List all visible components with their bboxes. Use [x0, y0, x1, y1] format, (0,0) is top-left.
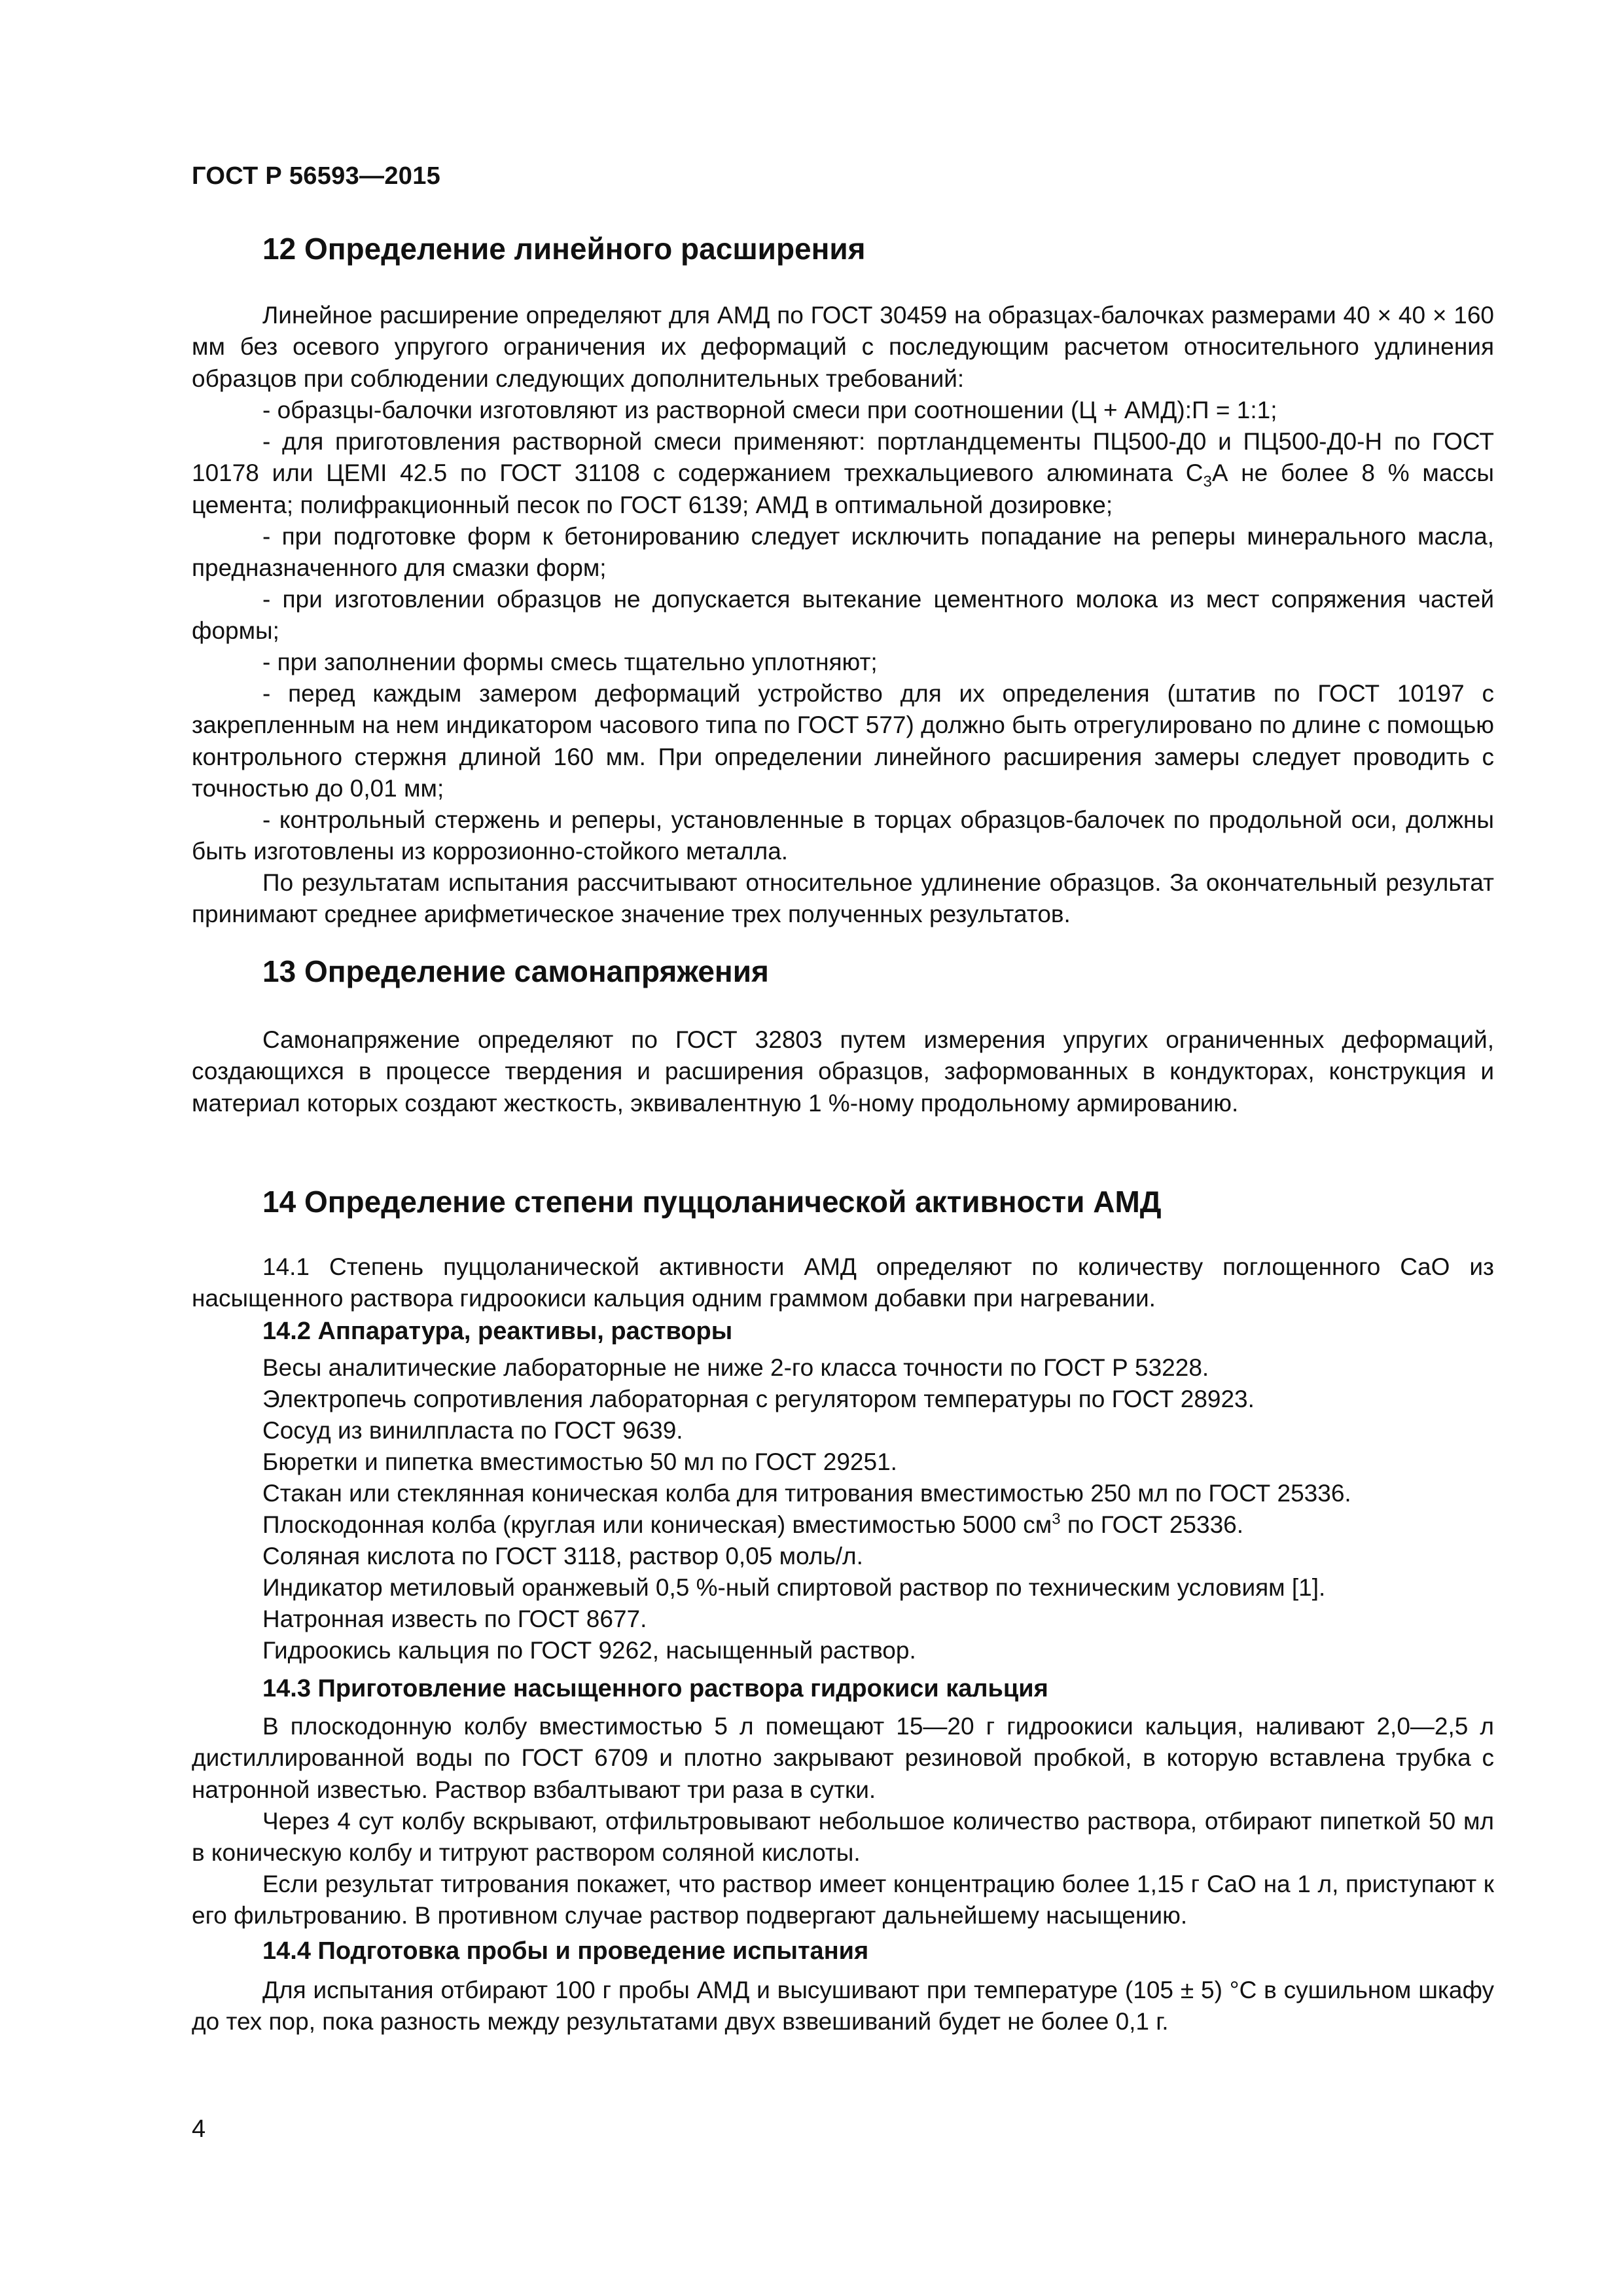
section-12-title: 12 Определение линейного расширения	[262, 232, 866, 266]
equipment-item: Натронная известь по ГОСТ 8677.	[262, 1605, 647, 1632]
equipment-item: Электропечь сопротивления лабораторная с регулятором температуры по ГОСТ 28923.	[262, 1386, 1255, 1412]
section-12-item-2: - для приготовления растворной смеси применяют: портландцементы ПЦ500-Д0 и ПЦ500-Д0-Н по ГОСТ 10178 или ЦЕМI 42.5 по ГОСТ 31108 с содержанием трехкальциевого алюмината $С_3А$ не более 8 % массы цемента; полифракционный песок по ГОСТ 6139; АМД в оптимальной дозировке;	[192, 428, 1494, 518]
section-12-conclusion: По результатам испытания рассчитывают относительное удлинение образцов. За окончательный результат принимают среднее арифметическое значение трех полученных результатов.	[192, 869, 1494, 928]
section-12-item-3: - при подготовке форм к бетонированию следует исключить попадание на реперы минерального масла, предназначенного для смазки форм;	[192, 523, 1494, 582]
equipment-item: Весы аналитические лабораторные не ниже 2-го класса точности по ГОСТ Р 53228.	[262, 1354, 1209, 1381]
section-12-item-1: - образцы-балочки изготовляют из растворной смеси при соотношении (Ц + АМД):П = 1:1;	[262, 397, 1277, 423]
section-14-4-title: 14.4 Подготовка пробы и проведение испытания	[262, 1937, 869, 1965]
section-14-1-text: 14.1 Степень пуццоланической активности АМД определяют по количеству поглощенного CaO из насыщенного раствора гидроокиси кальция одним граммом добавки при нагревании.	[192, 1253, 1494, 1312]
document-id: ГОСТ Р 56593—2015	[192, 162, 441, 190]
equipment-item: Стакан или стеклянная коническая колба для титрования вместимостью 250 мл по ГОСТ 25336.	[262, 1480, 1351, 1507]
section-14-2-title: 14.2 Аппаратура, реактивы, растворы	[262, 1318, 733, 1345]
section-12-item-7: - контрольный стержень и реперы, установленные в торцах образцов-балочек по продольной оси, должны быть изготовлены из коррозионно-стойкого металла.	[192, 806, 1494, 865]
section-14-3-para-2: Через 4 сут колбу вскрывают, отфильтровывают небольшое количество раствора, отбирают пипеткой 50 мл в коническую колбу и титруют раствором соляной кислоты.	[192, 1808, 1494, 1867]
section-13-title: 13 Определение самонапряжения	[262, 954, 769, 988]
page-number: 4	[192, 2115, 206, 2143]
section-12-item-6: - перед каждым замером деформаций устройство для их определения (штатив по ГОСТ 10197 с закрепленным на нем индикатором часового типа по ГОСТ 577) должно быть отрегулировано по длине с помощью контрольного стержня длиной 160 мм. При определении линейного расширения замеры следует проводить с точностью до 0,01 мм;	[192, 680, 1494, 802]
section-12-intro: Линейное расширение определяют для АМД по ГОСТ 30459 на образцах-балочках размерами 40 × 40 × 160 мм без осевого упругого ограничения их деформаций с последующим расчетом относительного удлинения образцов при соблюдении следующих дополнительных требований:	[192, 302, 1494, 392]
equipment-item: Плоскодонная колба (круглая или коническая) вместимостью 5000 $см^3$ по ГОСТ 25336.	[262, 1510, 1243, 1538]
section-14-title: 14 Определение степени пуццоланической активности АМД	[262, 1185, 1162, 1219]
section-14-3-para-3: Если результат титрования покажет, что раствор имеет концентрацию более 1,15 г CaO на 1 л, приступают к его фильтрованию. В противном случае раствор подвергают дальнейшему насыщению.	[192, 1871, 1494, 1929]
section-12-item-5: - при заполнении формы смесь тщательно уплотняют;	[262, 649, 878, 675]
equipment-item: Соляная кислота по ГОСТ 3118, раствор 0,05 моль/л.	[262, 1543, 863, 1570]
equipment-item: Индикатор метиловый оранжевый 0,5 %-ный спиртовой раствор по техническим условиям [1].	[262, 1574, 1326, 1601]
equipment-item: Бюретки и пипетка вместимостью 50 мл по ГОСТ 29251.	[262, 1448, 897, 1475]
section-14-4-text: Для испытания отбирают 100 г пробы АМД и высушивают при температуре (105 ± 5) °С в сушильном шкафу до тех пор, пока разность между результатами двух взвешиваний будет не более 0,1 г.	[192, 1977, 1494, 2036]
equipment-item: Гидроокись кальция по ГОСТ 9262, насыщенный раствор.	[262, 1637, 916, 1664]
section-13-text: Самонапряжение определяют по ГОСТ 32803 путем измерения упругих ограниченных деформаций, создающихся в процессе твердения и расширения образцов, заформованных в кондукторах, конструкция и материал которых создают жесткость, эквивалентную 1 %-ному продольному армированию.	[192, 1026, 1494, 1117]
equipment-item: Сосуд из винилпласта по ГОСТ 9639.	[262, 1417, 683, 1444]
section-12-item-4: - при изготовлении образцов не допускается вытекание цементного молока из мест сопряжения частей формы;	[192, 586, 1494, 645]
section-14-3-title: 14.3 Приготовление насыщенного раствора гидрокиси кальция	[262, 1675, 1048, 1702]
section-14-3-para-1: В плоскодонную колбу вместимостью 5 л помещают 15—20 г гидроокиси кальция, наливают 2,0—2,5 л дистиллированной воды по ГОСТ 6709 и плотно закрывают резиновой пробкой, в которую вставлена трубка с натронной известью. Раствор взбалтывают три раза в сутки.	[192, 1713, 1494, 1803]
